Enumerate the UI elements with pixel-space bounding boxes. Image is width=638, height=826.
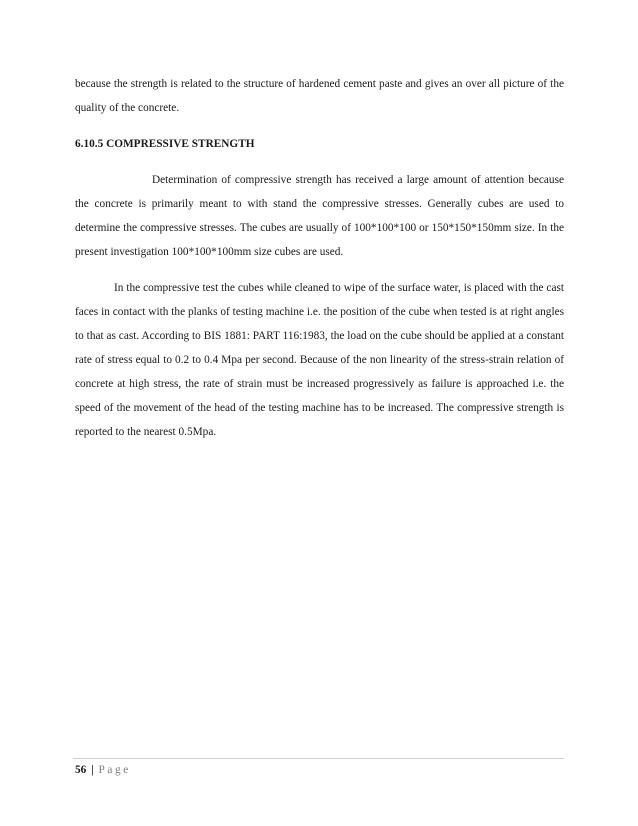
page-body: [75, 72, 564, 444]
compressive-test-paragraph: In the compressive test the cubes while cleaned to wipe of the surface water, is placed with the cast faces in contact with the planks of testing machine i.e. the position of the cube when tested is at right angles to that as cast. According to BIS 1881: PART 116:1983, the load on the cube should be applied at a constant rate of stress equal to 0.2 to 0.4 Mpa per second. Because of the non linearity of the stress-strain relation of concrete at high stress, the rate of strain must be increased progressively as failure is approached i.e. the speed of the movement of the head of the testing machine has to be increased. The compressive strength is reported to the nearest 0.5Mpa.: [75, 282, 564, 438]
page-number: 56: [75, 764, 87, 776]
page-label: Page: [98, 764, 131, 776]
section-heading: 6.10.5 COMPRESSIVE STRENGTH: [75, 138, 255, 150]
page-separator: |: [91, 764, 94, 776]
page-footer: [75, 762, 131, 778]
footer-divider: [73, 758, 564, 759]
intro-paragraph: because the strength is related to the structure of hardened cement paste and gives an over all picture of the quality of the concrete.: [75, 78, 564, 114]
compressive-strength-paragraph: Determination of compressive strength has received a large amount of attention because the concrete is primarily meant to with stand the compressive stresses. Generally cubes are used to determine the compressive stresses. The cubes are usually of 100*100*100 or 150*150*150mm size. In the present investigation 100*100*100mm size cubes are used.: [75, 174, 564, 258]
